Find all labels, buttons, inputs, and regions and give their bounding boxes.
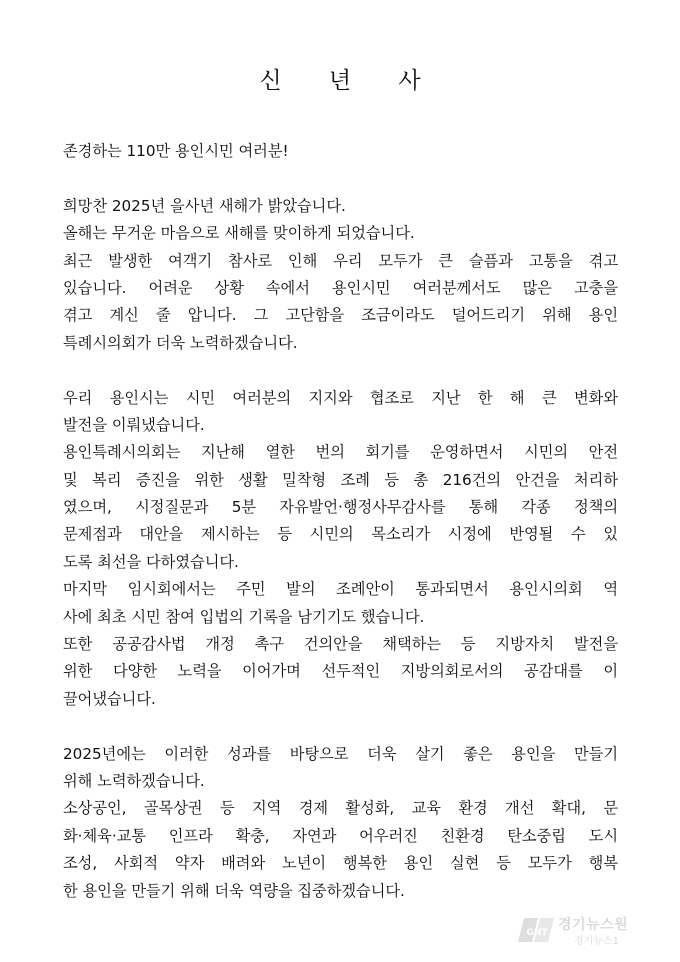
text-line: 용인특례시의회는 지난해 열한 번의 회기를 운영하면서 시민의 안전 — [63, 443, 618, 462]
document-title: 신 년 사 — [259, 68, 441, 94]
text-line: 문제점과 대안을 제시하는 등 시민의 목소리가 시정에 반영될 수 있 — [63, 525, 618, 544]
text-line: 마지막 임시회에서는 주민 발의 조례안이 통과되면서 용인시의회 역 — [63, 580, 618, 599]
watermark-sub-text: 경기뉴스1 — [574, 936, 620, 947]
text-line: 화·체육·교통 인프라 확충, 자연과 어우러진 친환경 탄소중립 도시 — [63, 826, 618, 845]
text-line: 한 용인을 만들기 위해 더욱 역량을 집중하겠습니다. — [63, 881, 405, 900]
text-line: 소상공인, 골목상권 등 지역 경제 활성화, 교육 환경 개선 확대, 문 — [63, 799, 618, 818]
text-line: 였으며, 시정질문과 5분 자유발언·행정사무감사를 통해 각종 정책의 — [63, 498, 618, 517]
logo-text: GNT — [526, 928, 548, 938]
text-line: 특례시의회가 더욱 노력하겠습니다. — [63, 333, 298, 352]
text-line: 위해 노력하겠습니다. — [63, 771, 205, 790]
text-line: 2025년에는 이러한 성과를 바탕으로 더욱 살기 좋은 용인을 만들기 — [63, 744, 618, 763]
watermark — [518, 912, 668, 948]
text-line: 우리 용인시는 시민 여러분의 지지와 협조로 지난 한 해 큰 변화와 — [63, 388, 618, 407]
text-line: 도록 최선을 다하였습니다. — [63, 552, 239, 571]
text-line: 있습니다. 어려운 상황 속에서 용인시민 여러분께서도 많은 고충을 — [63, 278, 618, 297]
text-line: 발전을 이뤄냈습니다. — [63, 415, 205, 434]
text-line: 끌어냈습니다. — [63, 689, 156, 708]
document-body — [63, 138, 618, 905]
text-line: 최근 발생한 여객기 참사로 인해 우리 모두가 큰 슬픔과 고통을 겪고 — [63, 251, 618, 270]
news-logo-icon — [518, 914, 556, 946]
text-line: 조성, 사회적 약자 배려와 노년이 행복한 용인 실현 등 모두가 행복 — [63, 854, 618, 873]
paragraph-gap — [63, 713, 618, 740]
text-line: 올해는 무거운 마음으로 새해를 맞이하게 되었습니다. — [63, 224, 415, 243]
text-line: 또한 공공감사법 개정 촉구 건의안을 채택하는 등 지방자치 발전을 — [63, 635, 618, 654]
text-line: 사에 최초 시민 참여 입법의 기록을 남기기도 했습니다. — [63, 607, 425, 626]
paragraph-gap — [63, 357, 618, 384]
text-line: 겪고 계신 줄 압니다. 그 고단함을 조금이라도 덜어드리기 위해 용인 — [63, 306, 618, 325]
text-line: 위한 다양한 노력을 이어가며 선두적인 지방의회로서의 공감대를 이 — [63, 662, 618, 681]
watermark-main-text: 경기뉴스원 — [558, 917, 629, 933]
text-line: 희망찬 2025년 을사년 새해가 밝았습니다. — [63, 196, 346, 215]
paragraph-gap — [63, 165, 618, 192]
greeting-line: 존경하는 110만 용인시민 여러분! — [63, 142, 289, 160]
text-line: 및 복리 증진을 위한 생활 밀착형 조례 등 총 216건의 안건을 처리하 — [63, 470, 618, 489]
